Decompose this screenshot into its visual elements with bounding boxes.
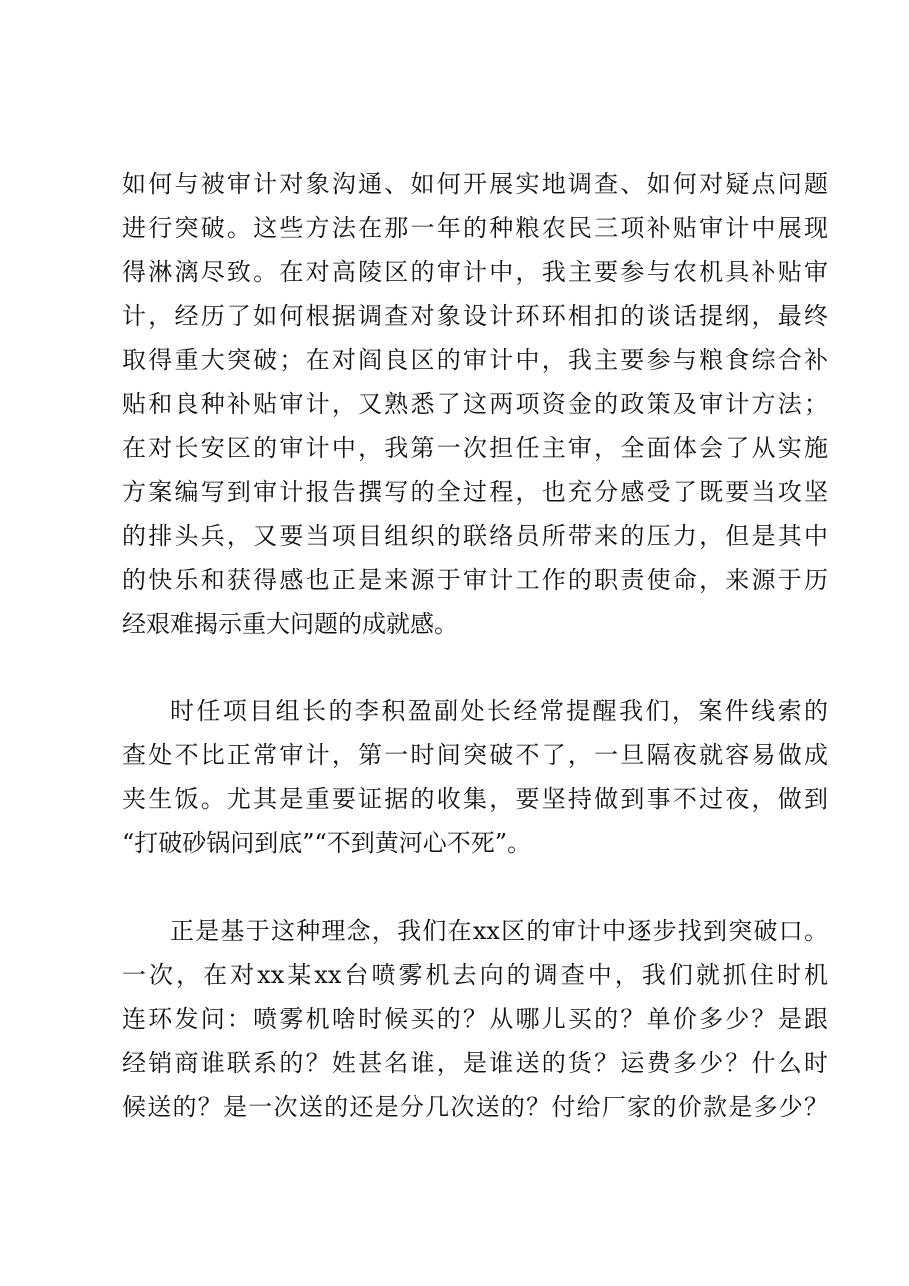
- paragraph-3-line-1: 正是基于这种理念，我们在xx区的审计中逐步找到突破口。: [170, 917, 828, 945]
- paragraph-1-line-3: 得淋漓尽致。在对高陵区的审计中，我主要参与农机具补贴审: [122, 258, 828, 286]
- paragraph-1-line-9: 的排头兵，又要当项目组织的联络员所带来的压力，但是其中: [122, 522, 828, 550]
- paragraph-3-line-4: 经销商谁联系的？姓甚名谁，是谁送的货？运费多少？什么时: [122, 1049, 828, 1077]
- paragraph-1-line-10: 的快乐和获得感也正是来源于审计工作的职责使命，来源于历: [122, 566, 828, 594]
- paragraph-3-line-2: 一次，在对xx某xx台喷雾机去向的调查中，我们就抓住时机: [122, 961, 828, 989]
- paragraph-1-line-11: 经艰难揭示重大问题的成就感。: [122, 610, 458, 638]
- paragraph-1-line-8: 方案编写到审计报告撰写的全过程，也充分感受了既要当攻坚: [122, 478, 828, 506]
- paragraph-1-line-4: 计，经历了如何根据调查对象设计环环相扣的谈话提纲，最终: [122, 302, 828, 330]
- paragraph-2-line-4: “打破砂锅问到底”“不到黄河心不死”。: [122, 829, 532, 857]
- paragraph-1-line-1: 如何与被审计对象沟通、如何开展实地调查、如何对疑点问题: [122, 170, 828, 198]
- paragraph-1-line-2: 进行突破。这些方法在那一年的种粮农民三项补贴审计中展现: [122, 214, 828, 242]
- paragraph-2-line-2: 查处不比正常审计，第一时间突破不了，一旦隔夜就容易做成: [122, 741, 828, 769]
- paragraph-1-line-5: 取得重大突破；在对阎良区的审计中，我主要参与粮食综合补: [122, 346, 828, 374]
- paragraph-1-line-7: 在对长安区的审计中，我第一次担任主审，全面体会了从实施: [122, 434, 828, 462]
- paragraph-2-line-1: 时任项目组长的李积盈副处长经常提醒我们，案件线索的: [170, 697, 828, 725]
- paragraph-3-line-3: 连环发问：喷雾机啥时候买的？从哪儿买的？单价多少？是跟: [122, 1005, 828, 1033]
- paragraph-3-line-5: 候送的？是一次送的还是分几次送的？付给厂家的价款是多少？: [122, 1093, 828, 1121]
- paragraph-1-line-6: 贴和良种补贴审计，又熟悉了这两项资金的政策及审计方法；: [122, 390, 828, 418]
- paragraph-2-line-3: 夹生饭。尤其是重要证据的收集，要坚持做到事不过夜，做到: [122, 785, 828, 813]
